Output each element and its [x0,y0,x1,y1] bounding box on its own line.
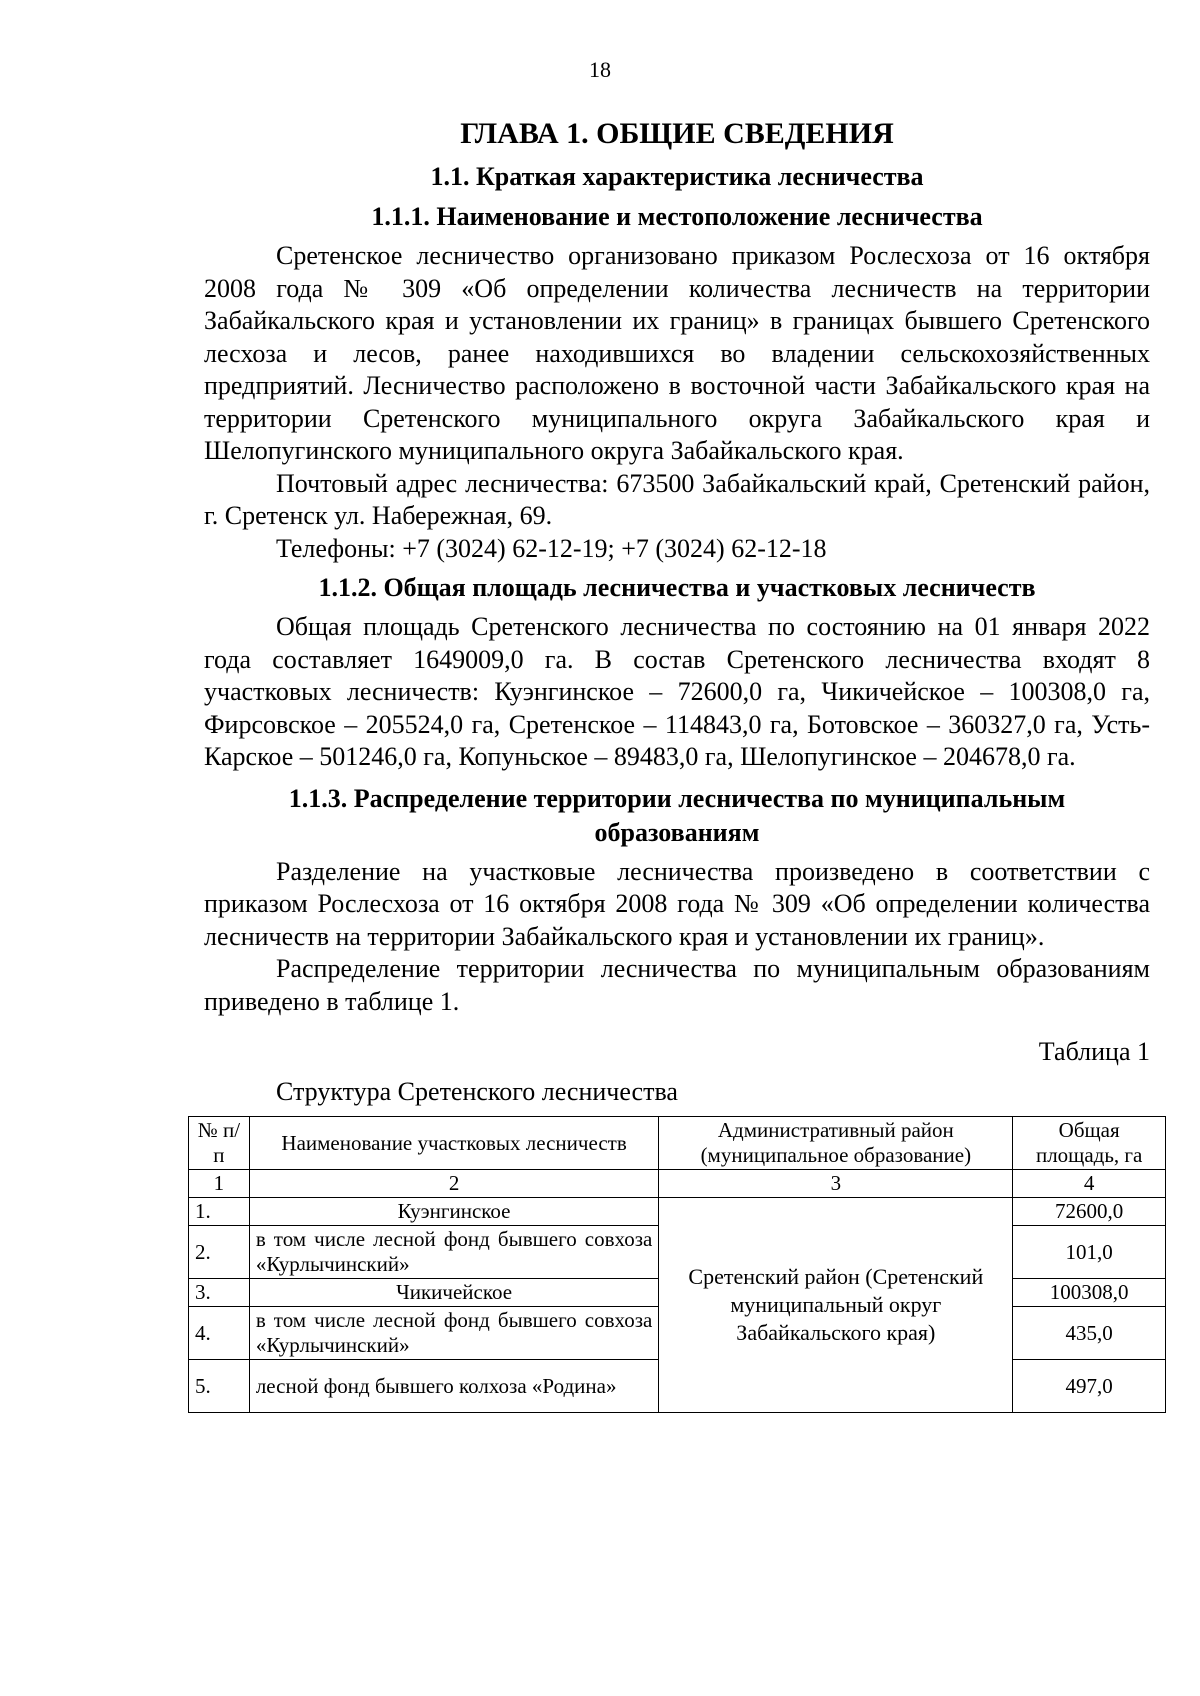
row-area: 435,0 [1013,1307,1166,1360]
row-area: 100308,0 [1013,1279,1166,1307]
header-name: Наименование участковых лесничеств [249,1117,659,1170]
table-header-row [189,1117,1166,1170]
row-area: 72600,0 [1013,1198,1166,1226]
row-name: в том числе лесной фонд бывшего совхоза «Курлычинский» [249,1307,659,1360]
row-name: в том числе лесной фонд бывшего совхоза «Курлычинский» [249,1226,659,1279]
table-label: Таблица 1 [1038,1037,1150,1066]
header-number: № п/п [189,1117,250,1170]
column-number: 2 [249,1170,659,1198]
paragraph: Распределение территории лесничества по муниципальным образованиям приведено в таблице 1. [204,954,1150,1016]
table-numbering-row [189,1170,1166,1198]
section-1-1-3-title: 1.1.3. Распределение территории лесничества по муниципальным образованиям [288,783,1066,847]
paragraph: Разделение на участковые лесничества произведено в соответствии с приказом Рослесхоза от 16 октября 2008 года № 309 «Об определении количества лесничеств на территории Забайкальского края и установлении их границ». [204,856,1150,951]
row-number: 1. [189,1198,250,1226]
forestry-structure-table [188,1116,1166,1413]
row-name: Чикичейское [249,1279,659,1307]
district-cell: Сретенский район (Сретенский муниципальный округ Забайкальского края) [659,1198,1013,1413]
section-1-1-2-title: 1.1.2. Общая площадь лесничества и участковых лесничеств [318,573,1036,602]
paragraph: Общая площадь Сретенского лесничества по состоянию на 01 января 2022 года составляет 1649009,0 га. В состав Сретенского лесничества входят 8 участковых лесничеств: Куэнгинское – 72600,0 га, Чикичейское – 100308,0 га, Фирсовское – 205524,0 га, Сретенское – 114843,0 га, Ботовское – 360327,0 га, Усть-Карское – 501246,0 га, Копуньское – 89483,0 га, Шелопугинское – 204678,0 га. [204,612,1150,771]
paragraph: Почтовый адрес лесничества: 673500 Забайкальский край, Сретенский район, г. Сретенск ул. Набережная, 69. [204,468,1150,530]
header-area: Общая площадь, га [1013,1117,1166,1170]
section-1-1-2 [204,571,1150,774]
row-area: 101,0 [1013,1226,1166,1279]
section-1-1-3 [204,782,1150,1019]
section-1-1-1-title: 1.1.1. Наименование и местоположение лесничества [371,202,983,231]
row-number: 3. [189,1279,250,1307]
row-number: 5. [189,1360,250,1413]
table-caption: Структура Сретенского лесничества [276,1077,678,1106]
paragraph: Сретенское лесничество организовано приказом Рослесхоза от 16 октября 2008 года № 309 «Об определении количества лесничеств на территории Забайкальского края и установлении их границ» в границах бывшего Сретенского лесхоза и лесов, ранее находившихся во владении сельскохозяйственных предприятий. Лесничество расположено в восточной части Забайкальского края на территории Сретенского муниципального округа Забайкальского края и Шелопугинского муниципального округа Забайкальского края. [204,241,1150,465]
row-number: 2. [189,1226,250,1279]
page-content [195,106,1150,1413]
column-number: 1 [189,1170,250,1198]
column-number: 4 [1013,1170,1166,1198]
column-number: 3 [659,1170,1013,1198]
row-area: 497,0 [1013,1360,1166,1413]
paragraph: Телефоны: +7 (3024) 62-12-19; +7 (3024) 62-12-18 [276,533,827,563]
table-row [189,1198,1166,1226]
section-1-1-1 [204,200,1150,565]
row-name: Куэнгинское [249,1198,659,1226]
row-name: лесной фонд бывшего колхоза «Родина» [249,1360,659,1413]
header-district: Административный район (муниципальное образование) [659,1117,1013,1170]
section-1-1-title: 1.1. Краткая характеристика лесничества [430,162,924,191]
chapter-title: ГЛАВА 1. ОБЩИЕ СВЕДЕНИЯ [460,117,894,150]
row-number: 4. [189,1307,250,1360]
page-number: 18 [589,57,611,82]
